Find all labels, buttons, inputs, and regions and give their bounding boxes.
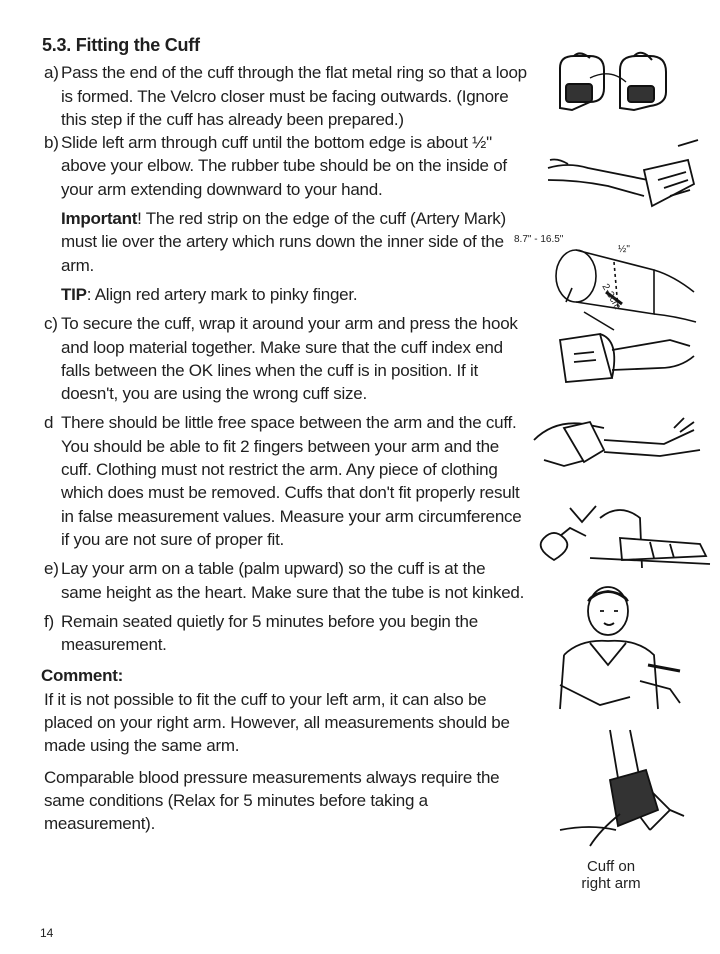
step-c xyxy=(44,312,530,405)
important-note xyxy=(44,207,530,277)
step-label: f) xyxy=(44,611,54,631)
finger-check-illustration xyxy=(534,410,704,480)
step-label: e) xyxy=(44,559,59,579)
half-inch-label: ½" xyxy=(618,244,630,255)
artery-mark-illustration xyxy=(514,222,704,332)
tip-note xyxy=(44,283,530,306)
step-e xyxy=(44,557,530,604)
illustrations-column xyxy=(514,40,710,900)
instructions-column xyxy=(41,34,530,836)
comment-paragraph-2: Comparable blood pressure measurements always require the same conditions (Relax for 5 minutes before taking a measurement). xyxy=(44,767,500,834)
comment-heading: Comment: xyxy=(41,666,124,686)
seated-person-illustration xyxy=(530,585,710,715)
tip-text: : Align red artery mark to pinky finger. xyxy=(86,284,358,304)
step-text: Lay your arm on a table (palm upward) so the cuff is at the same height as the heart. Make sure that the tube is not kinked. xyxy=(61,559,525,602)
step-label: d xyxy=(44,413,54,433)
caption-line-2: right arm xyxy=(581,875,641,892)
comment-paragraph-1: If it is not possible to fit the cuff to your left arm, it can also be placed on your right arm. However, all measurements should be made using the same arm. xyxy=(44,689,510,756)
step-text: To secure the cuff, wrap it around your arm and press the hook and loop material together. Make sure that the cuff index end falls between the OK lines when the cuff is in position. If it doesn't, you are using the wrong cuff size. xyxy=(61,314,518,404)
right-arm-cuff-illustration xyxy=(550,730,690,850)
step-text: Slide left arm through cuff until the bottom edge is about ½" above your elbow. The rubber tube should be on the inside of your arm extending downward to your hand. xyxy=(61,133,507,199)
step-label: a) xyxy=(44,63,59,83)
important-text: ! The red strip on the edge of the cuff (Artery Mark) must lie over the artery which runs down the inner side of the arm. xyxy=(61,209,506,275)
important-label: Important xyxy=(61,209,138,229)
step-text: Pass the end of the cuff through the flat metal ring so that a loop is formed. The Velcro closer must be facing outwards. (Ignore this step if the cuff has already been prepared.) xyxy=(61,63,527,129)
cuff-loop-illustration xyxy=(550,48,680,118)
step-label: c) xyxy=(44,314,58,334)
circumference-range-label: 8.7" - 16.5" xyxy=(514,234,564,245)
step-b xyxy=(44,131,530,201)
page-number: 14 xyxy=(40,926,54,940)
section-title: 5.3. Fitting the Cuff xyxy=(42,35,200,55)
step-text: Remain seated quietly for 5 minutes before you begin the measurement. xyxy=(61,611,478,655)
step-a xyxy=(44,61,530,131)
tip-label: TIP xyxy=(61,284,87,304)
arm-in-cuff-illustration xyxy=(548,140,698,220)
figure-caption xyxy=(566,858,656,892)
step-label: b) xyxy=(44,133,59,153)
securing-cuff-illustration xyxy=(550,330,700,390)
step-text: There should be little free space between the arm and the cuff. You should be able to fit 2 fingers between your arm and the cuff. Clothing must not restrict the arm. Any piece of clothing which does must be removed. Cuffs that don't fit properly result in false measurement values. Measure your arm circumference if you are not sure of proper fit. xyxy=(61,413,522,549)
caption-line-1: Cuff on xyxy=(586,858,636,875)
arm-at-heart-height-illustration xyxy=(530,498,710,578)
distance-cm-label: 2-3cm xyxy=(599,282,623,312)
step-f xyxy=(44,610,530,657)
step-d xyxy=(44,411,530,551)
